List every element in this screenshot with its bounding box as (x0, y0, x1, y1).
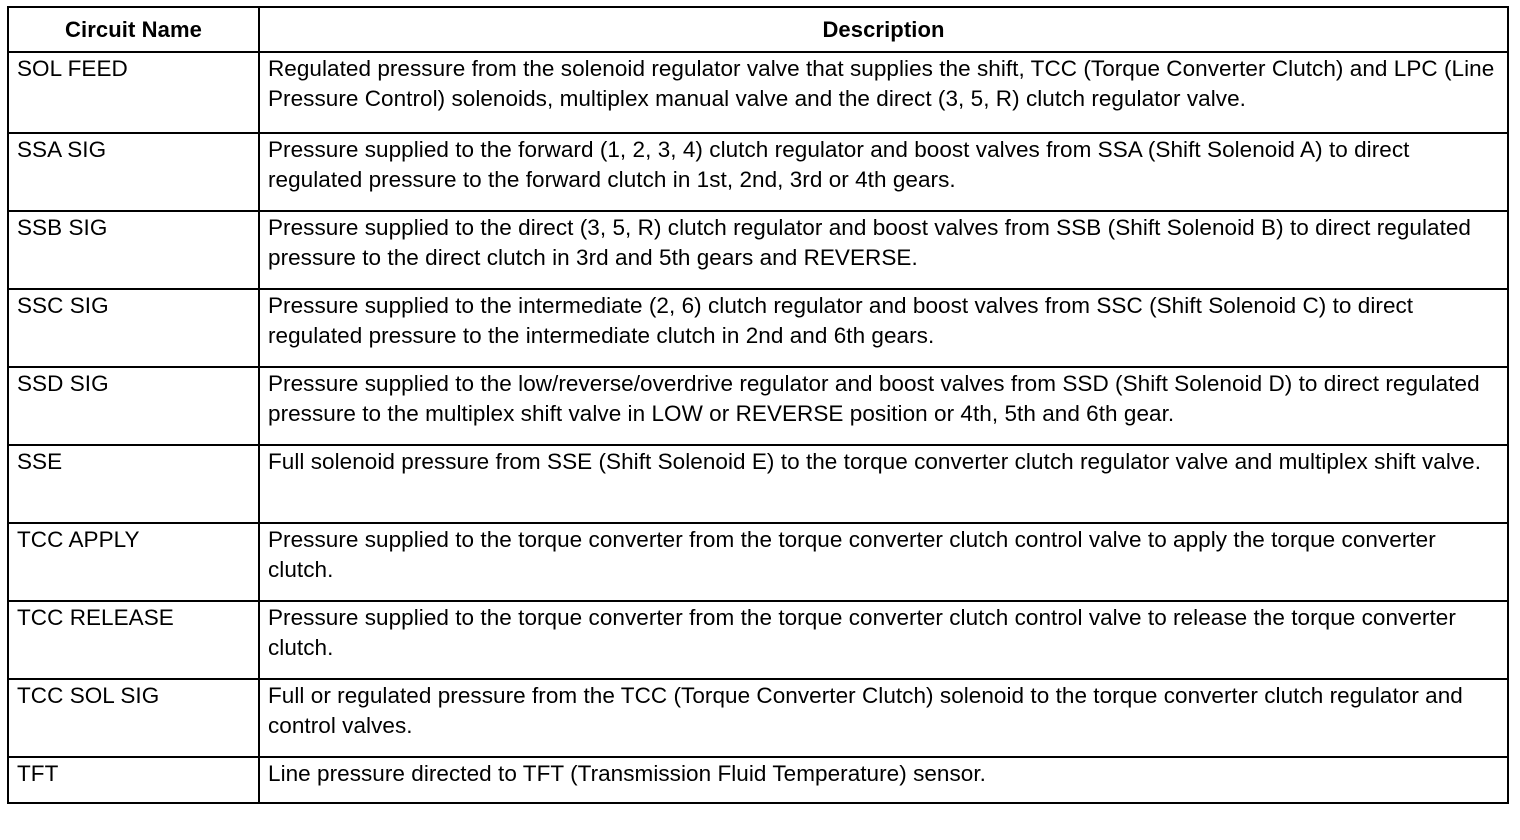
circuit-name-cell: SSB SIG (8, 211, 259, 289)
description-cell: Pressure supplied to the torque converter from the torque converter clutch control valve to release the torque converter clutch. (259, 601, 1508, 679)
description-cell: Full or regulated pressure from the TCC (Torque Converter Clutch) solenoid to the torque converter clutch regulator and control valves. (259, 679, 1508, 757)
description-cell: Line pressure directed to TFT (Transmission Fluid Temperature) sensor. (259, 757, 1508, 803)
circuit-name-cell: SSD SIG (8, 367, 259, 445)
circuit-name-cell: TCC RELEASE (8, 601, 259, 679)
table-row (8, 52, 1508, 133)
circuit-name-cell: TCC APPLY (8, 523, 259, 601)
circuit-name-cell: SSE (8, 445, 259, 523)
description-cell: Pressure supplied to the forward (1, 2, 3, 4) clutch regulator and boost valves from SSA (Shift Solenoid A) to direct regulated pressure to the forward clutch in 1st, 2nd, 3rd or 4th gears. (259, 133, 1508, 211)
circuit-name-cell: TCC SOL SIG (8, 679, 259, 757)
table-row (8, 133, 1508, 211)
circuit-name-cell: TFT (8, 757, 259, 803)
column-header-description: Description (259, 7, 1508, 52)
table-row (8, 757, 1508, 803)
table-header-row (8, 7, 1508, 52)
table-row (8, 679, 1508, 757)
column-header-circuit-name: Circuit Name (8, 7, 259, 52)
circuit-name-cell: SSC SIG (8, 289, 259, 367)
circuit-name-cell: SOL FEED (8, 52, 259, 133)
table-row (8, 445, 1508, 523)
description-cell: Regulated pressure from the solenoid regulator valve that supplies the shift, TCC (Torque Converter Clutch) and LPC (Line Pressure Control) solenoids, multiplex manual valve and the direct (3, 5, R) clutch regulator valve. (259, 52, 1508, 133)
description-cell: Pressure supplied to the intermediate (2, 6) clutch regulator and boost valves from SSC (Shift Solenoid C) to direct regulated pressure to the intermediate clutch in 2nd and 6th gears. (259, 289, 1508, 367)
circuit-description-table (7, 6, 1509, 804)
description-cell: Pressure supplied to the low/reverse/overdrive regulator and boost valves from SSD (Shift Solenoid D) to direct regulated pressure to the multiplex shift valve in LOW or REVERSE position or 4th, 5th and 6th gear. (259, 367, 1508, 445)
table-row (8, 367, 1508, 445)
description-cell: Full solenoid pressure from SSE (Shift Solenoid E) to the torque converter clutch regulator valve and multiplex shift valve. (259, 445, 1508, 523)
circuit-name-cell: SSA SIG (8, 133, 259, 211)
table-row (8, 601, 1508, 679)
table-row (8, 523, 1508, 601)
description-cell: Pressure supplied to the direct (3, 5, R) clutch regulator and boost valves from SSB (Shift Solenoid B) to direct regulated pressure to the direct clutch in 3rd and 5th gears and REVERSE. (259, 211, 1508, 289)
table-row (8, 289, 1508, 367)
description-cell: Pressure supplied to the torque converter from the torque converter clutch control valve to apply the torque converter clutch. (259, 523, 1508, 601)
table-row (8, 211, 1508, 289)
